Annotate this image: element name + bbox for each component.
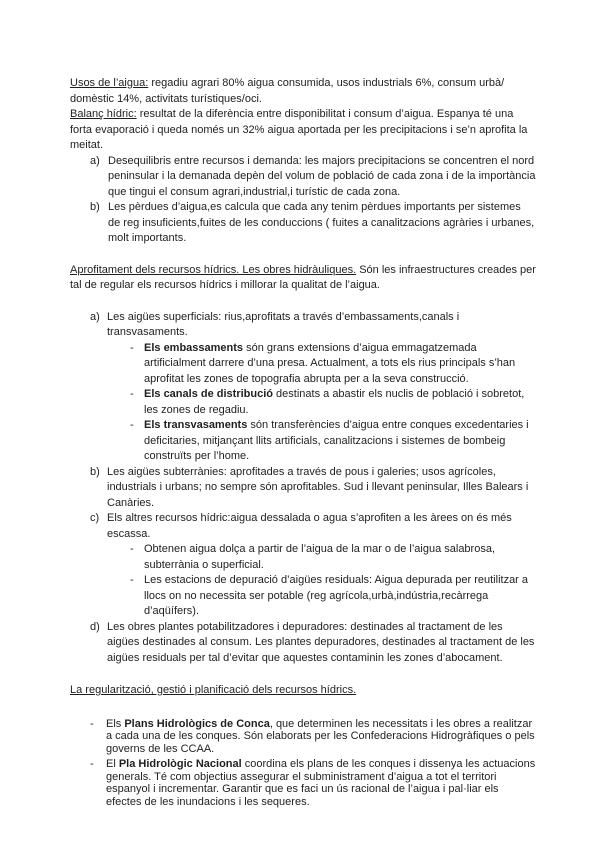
list-marker: b) (90, 465, 100, 478)
sub-list-marker: - (130, 543, 134, 555)
term-plans-hidrologics: Plans Hidrològics de Conca (124, 717, 270, 730)
sub-list-marker: - (130, 388, 134, 400)
list-marker: b) (90, 201, 100, 213)
aprofitament-intro: Són les infraestructures creades per tal de regular els recursos hídrics i millorar la qualitat de l’aigua. (70, 263, 536, 291)
list-item (70, 511, 536, 542)
list-item-prefix: Els (106, 717, 125, 730)
document-page (70, 76, 536, 808)
usos-paragraph (70, 76, 525, 107)
list-item (70, 465, 536, 512)
list-item-text: Les pèrdues d’aigua,es calcula que cada any tenim pèrdues importants per sistemes de reg insuficients,fuites de les conduccions ( fuites a canalitzacions agràries i urbanes, molt importants. (108, 201, 535, 244)
sub-list-text: són grans extensions d’aigua emmagatzemada artificialment darrere d’una presa. Actualment, a tots els rius principals s’han aprofitat les zones de topografia abrupta per a la seva construcció. (144, 341, 516, 385)
sub-list-marker: - (130, 341, 134, 354)
list-marker: d) (90, 620, 100, 633)
list-marker: c) (90, 512, 100, 524)
sub-list-item (70, 573, 536, 620)
list-marker: - (90, 717, 94, 730)
list-item (70, 620, 536, 667)
sub-list-text: són transferències d’aigua entre conques excedentaries i deficitaries, mitjançant llits artificials, canalitzacions i sistemes de bombeig construïts per l’home. (144, 419, 529, 462)
list-item-text: Els altres recursos hídric:aigua dessalada o agua s’aprofiten a les àrees on és més escassa. (107, 512, 512, 540)
list-item-text: coordina els plans de les conques i dissenya les actuacions generals. Té com objectius assegurar el subministrament d’aigua a tot el territori espanyol i incrementar. Garantir que es faci un ús racional de l’aigua i pal·liar els efectes de les inundacions i les sequeres. (106, 758, 536, 808)
aprofitament-paragraph (70, 263, 536, 294)
list-item (70, 200, 536, 247)
aprofitament-heading: Aprofitament dels recursos hídrics. Les obres hidràuliques. (70, 263, 357, 276)
list-item (70, 718, 536, 756)
list-item (70, 154, 536, 201)
sub-list-marker: - (130, 574, 134, 586)
term-transvasaments: Els transvasaments (144, 419, 248, 431)
sub-list-item (70, 542, 536, 573)
sub-list-item (70, 387, 536, 418)
term-embassaments: Els embassaments (144, 341, 244, 354)
balanc-paragraph (70, 107, 532, 154)
regularitzacio-heading-paragraph (70, 683, 536, 699)
sub-list-text: Obtenen aigua dolça a partir de l’aigua de la mar o de l’aigua salabrosa, subterrània o superficial. (144, 543, 496, 571)
balanc-label: Balanç hídric: (70, 108, 137, 120)
list-item-text: Les obres plantes potabilitzadores i depuradores: destinades al tractament de les aigües destinades al consum. Les plantes depuradores, destinades al tractament de les aigües residuals per tal d’evitar que aquestes contaminin les zones d’abocament. (107, 620, 535, 664)
balanc-text: resultat de la diferència entre disponibilitat i consum d’aigua. Espanya té una forta evaporació i queda només un 32% aigua aportada per les precipitacions i se’n aprofita la meitat. (70, 108, 528, 151)
list-marker: - (90, 758, 94, 770)
sub-list-text: Les estacions de depuració d’aigües residuals: Aigua depurada per reutilitzar a llocs on no necessita ser potable (reg agrícola,urbà,indústria,recàrrega d’aqüífers). (144, 574, 529, 617)
list-item (70, 310, 536, 341)
term-canals: Els canals de distribució (144, 388, 273, 400)
list-item-text: Les aigües subterrànies: aprofitades a través de pous i galeries; usos agrícoles, industrials i urbans; no sempre són aprofitables. Sud i llevant peninsular, Illes Balears i Canàries. (107, 465, 529, 509)
list-marker: a) (90, 310, 100, 323)
list-item-prefix: El (106, 758, 119, 770)
list-item (70, 758, 536, 808)
regularitzacio-heading: La regularització, gestió i planificació dels recursos hídrics. (70, 684, 357, 696)
sub-list-item (70, 341, 536, 388)
sub-list-item (70, 418, 536, 465)
term-pla-nacional: Pla Hidrològic Nacional (118, 758, 242, 770)
list-item-text: Les aigües superficials: rius,aprofitats a través d’embassaments,canals i transvasaments. (107, 310, 460, 338)
usos-label: Usos de l’aigua: (70, 77, 149, 89)
sub-list-text: destinats a abastir els nuclis de població i sobretot, les zones de regadiu. (144, 388, 525, 416)
usos-text: regadiu agrari 80% aigua consumida, usos industrials 6%, consum urbà/ domèstic 14%, activitats turístiques/oci. (70, 77, 505, 105)
list-item-text: Desequilibris entre recursos i demanda: les majors precipitacions se concentren el nord peninsular i la demanada depèn del volum de població de cada zona i de la importància que tingui el consum agrari,industrial,i turístic de cada zona. (108, 154, 536, 198)
list-marker: a) (90, 154, 100, 167)
sub-list-marker: - (130, 419, 134, 431)
list-item-text: , que determinen les necessitats i les obres a realitzar a cada una de les conques. Són elaborats per les Confederacions Hidrogràfiques o pels governs de les CCAA. (106, 717, 535, 755)
